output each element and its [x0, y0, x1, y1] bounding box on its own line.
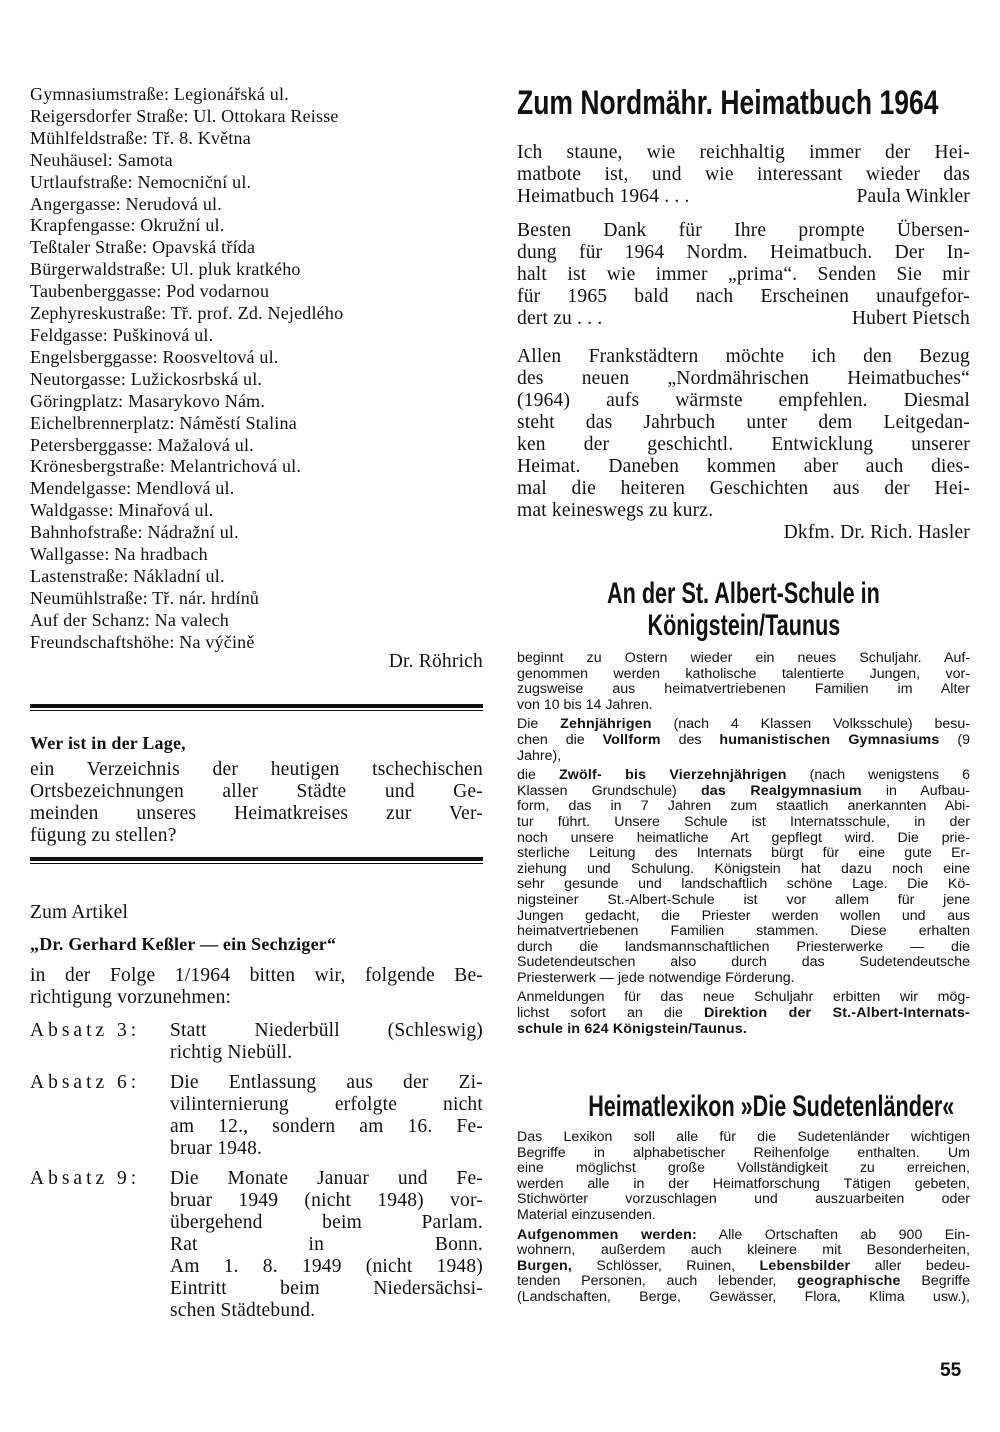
text-line: Taubenberggasse: Pod vodarnou: [30, 281, 270, 302]
text-line: dung für 1964 Nordm. Heimatbuch. Der In-: [517, 242, 970, 263]
text-line: Jahre),: [517, 747, 562, 764]
text-line: Eichelbrennerplatz: Náměstí Stalina: [30, 412, 297, 433]
text-line: eine möglichst große Vollständigkeit zu erreichen,: [517, 1160, 970, 1177]
text-line: schen Städtebund.: [170, 1300, 316, 1321]
text-line: Sudetendeutschen also durch das Sudetendeutsche: [517, 954, 970, 971]
text-line: Zephyreskustraße: Tř. prof. Zd. Nejedlého: [30, 303, 344, 324]
box-text: [30, 759, 483, 847]
text-line: Material einzusenden.: [517, 1206, 656, 1223]
letter-winkler: [517, 142, 970, 208]
correction-text: [170, 1020, 483, 1064]
correction-item: [30, 1168, 483, 1322]
text-line: für 1965 bald nach Erscheinen unaufgefor-: [517, 286, 970, 307]
text-line: Freundschaftshöhe: Na výčině: [30, 631, 255, 652]
signature: Hubert Pietsch: [851, 308, 970, 329]
text-line: übergehend beim Parlam.: [170, 1212, 483, 1233]
text-line: bruar 1949 (nicht 1948) vor-: [170, 1190, 483, 1211]
text-line: noch unsere heimatliche Art gepflegt wird. Die prie-: [517, 829, 970, 846]
corrections: [30, 1020, 483, 1330]
text-line: tur führt. Unsere Schule ist Internatsschule, in der: [517, 813, 970, 830]
text-line: Ortsbezeichnungen aller Städte und Ge-: [30, 781, 483, 802]
text-line: Wallgasse: Na hradbach: [30, 544, 208, 565]
text-line: Neumühlstraße: Tř. nár. hrdínů: [30, 587, 260, 608]
street-list: [30, 84, 483, 654]
text-line: durch die landsmannschaftlichen Priesterwerke — die: [517, 938, 970, 955]
text-line: richtig Niebüll.: [170, 1042, 293, 1063]
correction-label: Absatz 9:: [30, 1168, 141, 1189]
text-line: mat keineswegs zu kurz.: [517, 500, 714, 521]
text-line: Aufgenommen werden: Alle Ortschaften ab 900 Ein-: [517, 1226, 971, 1243]
text-line: Die Entlassung aus der Zi-: [170, 1072, 483, 1093]
text-line: zugsweise aus heimatvertriebenen Familien im Alter: [517, 681, 970, 698]
correction-text: [170, 1072, 483, 1160]
signature: Dkfm. Dr. Rich. Hasler: [783, 522, 970, 543]
letter-pietsch: [517, 220, 970, 330]
text-line: in der Folge 1/1964 bitten wir, folgende Be-: [30, 965, 483, 986]
article-intro: Zum Artikel: [30, 902, 129, 923]
letter-hasler: [517, 346, 970, 544]
text-line: chen die Vollform des humanistischen Gymnasiums (9: [517, 731, 970, 748]
text-line: Die Monate Januar und Fe-: [170, 1168, 483, 1189]
text-line: lichst sofort an die Direktion der St.-Albert-Internats-: [517, 1005, 970, 1022]
heading-line: Heimatlexikon »Die Sudetenländer«: [588, 1090, 955, 1123]
divider: [30, 704, 483, 711]
text-line: Priesterwerk — jede notwendige Förderung.: [517, 969, 795, 986]
text-line: Krapfengasse: Okružní ul.: [30, 215, 225, 236]
text-line: halt ist wie immer „prima“. Senden Sie mir: [517, 264, 970, 285]
text-line: Teßtaler Straße: Opavská třída: [30, 237, 256, 258]
text-line: (1964) aufs wärmste empfehlen. Diesmal: [517, 390, 970, 411]
text-line: heimatvertriebenen Familien stammen. Diese erhalten: [517, 923, 970, 940]
text-line: von 10 bis 14 Jahren.: [517, 696, 653, 713]
text-line: Begriffe in alphabetischer Reihenfolge enthalten. Um: [517, 1144, 970, 1161]
text-line: Allen Frankstädtern möchte ich den Bezug: [517, 346, 970, 367]
text-line: Die Zehnjährigen (nach 4 Klassen Volksschule) besu-: [517, 716, 971, 733]
text-line: Eintritt beim Niedersächsi-: [170, 1278, 483, 1299]
text-line: nigsteiner St.-Albert-Schule ist vor allem für jene: [517, 891, 970, 908]
text-line: werden alle in der Heimatforschung Tätigen gebeten,: [517, 1175, 970, 1192]
page-number: 55: [940, 1360, 962, 1381]
text-line: ein Verzeichnis der heutigen tschechischen: [30, 759, 483, 780]
text-line: wohnern, außerdem auch kleinere mit Besonderheiten,: [517, 1242, 970, 1259]
correction-label: Absatz 3:: [30, 1020, 141, 1041]
text-line: Krönesbergstraße: Melantrichová ul.: [30, 456, 302, 477]
text-line: Göringplatz: Masarykovo Nám.: [30, 390, 266, 411]
text-line: matbote ist, und wie interessant wieder das: [517, 164, 970, 185]
text-line: richtigung vorzunehmen:: [30, 987, 232, 1008]
text-line: genommen werden katholische talentierte Jungen, vor-: [517, 665, 970, 682]
heading-lexikon: [517, 1090, 970, 1124]
text-line: Ich staune, wie reichhaltig immer der Hei-: [517, 142, 970, 163]
text-line: Gymnasiumstraße: Legionářská ul.: [30, 84, 289, 104]
text-line: vilinternierung erfolgte nicht: [170, 1094, 483, 1115]
text-line: Anmeldungen für das neue Schuljahr erbitten wir mög-: [517, 989, 970, 1006]
text-line: Stichwörter vorzuschlagen und auszuarbeiten oder: [517, 1191, 970, 1208]
text-line: ziehung und Schulung. Königstein hat dazu noch eine: [517, 860, 970, 877]
text-line: Rat in Bonn.: [170, 1234, 483, 1255]
signature: Dr. Röhrich: [388, 651, 483, 672]
text-line: Neuhäusel: Samota: [30, 149, 173, 170]
text-line: Reigersdorfer Straße: Ul. Ottokara Reisse: [30, 105, 339, 126]
text-line: ken der geschichtl. Entwicklung unserer: [517, 434, 970, 455]
divider: [30, 857, 483, 864]
box-title: Wer ist in der Lage,: [30, 733, 186, 753]
text-line: Statt Niederbüll (Schleswig): [170, 1020, 483, 1041]
text-line: dert zu . . .: [517, 308, 603, 329]
text-line: Waldgasse: Minařová ul.: [30, 500, 214, 521]
text-line: am 12., sondern am 16. Fe-: [170, 1116, 483, 1137]
correction-item: [30, 1072, 483, 1160]
correction-label: Absatz 6:: [30, 1072, 141, 1093]
text-line: steht das Jahrbuch unter dem Leitgedan-: [517, 412, 970, 433]
correction-text: [170, 1168, 483, 1322]
text-line: sterliche Leitung des Internats bürgt für eine gute Er-: [517, 845, 970, 862]
text-line: beginnt zu Ostern wieder ein neues Schuljahr. Auf-: [517, 650, 970, 666]
lexikon-text: [517, 1130, 970, 1310]
text-line: Burgen, Schlösser, Ruinen, Lebensbilder aller bedeu-: [517, 1257, 970, 1274]
text-line: Lastenstraße: Nákladní ul.: [30, 565, 225, 586]
text-line: mal die heiteren Geschichten aus der Hei-: [517, 478, 970, 499]
text-line: die Zwölf- bis Vierzehnjährigen (nach wenigstens 6: [517, 767, 971, 784]
text-line: bruar 1948.: [170, 1138, 263, 1159]
article-title: „Dr. Gerhard Keßler — ein Sechziger“: [30, 934, 337, 954]
article-text: [30, 965, 483, 1009]
text-line: Mühlfeldstraße: Tř. 8. Května: [30, 127, 251, 148]
heading-line: An der St. Albert-Schule in: [607, 577, 880, 610]
text-line: Heimat. Daneben kommen aber auch dies-: [517, 456, 970, 477]
heading-line: Königstein/Taunus: [647, 609, 840, 642]
text-line: Am 1. 8. 1949 (nicht 1948): [170, 1256, 483, 1277]
text-line: des neuen „Nordmährischen Heimatbuches“: [517, 368, 970, 389]
text-line: tenden Personen, auch lebender, geographische Begriffe: [517, 1273, 970, 1290]
text-line: Klassen Grundschule) das Realgymnasium in Aufbau-: [517, 782, 970, 799]
text-line: Bürgerwaldstraße: Ul. pluk kratkého: [30, 259, 301, 280]
school-text: [517, 651, 970, 1041]
signature: Paula Winkler: [856, 186, 970, 207]
text-line: Engelsberggasse: Roosveltová ul.: [30, 346, 279, 367]
text-line: Bahnhofstraße: Nádražní ul.: [30, 522, 239, 543]
text-line: schule in 624 Königstein/Taunus.: [517, 1020, 748, 1037]
text-line: Das Lexikon soll alle für die Sudetenländer wichtigen: [517, 1129, 970, 1145]
text-line: Auf der Schanz: Na valech: [30, 609, 229, 630]
text-line: Neutorgasse: Lužickosrbská ul.: [30, 368, 263, 389]
text-line: meinden unseres Heimatkreises zur Ver-: [30, 803, 483, 824]
text-line: fügung zu stellen?: [30, 825, 177, 846]
text-line: sehr gesunde und landschaftlich schöne Lage. Die Kö-: [517, 876, 970, 893]
heading-heimatbuch: Zum Nordmähr. Heimatbuch 1964: [517, 84, 939, 122]
text-line: Petersberggasse: Mažalová ul.: [30, 434, 254, 455]
text-line: (Landschaften, Berge, Gewässer, Flora, Klima usw.),: [517, 1288, 970, 1305]
text-line: Urtlaufstraße: Nemocniční ul.: [30, 171, 252, 192]
correction-item: [30, 1020, 483, 1064]
text-line: Heimatbuch 1964 . . .: [517, 186, 690, 207]
text-line: Angergasse: Nerudová ul.: [30, 193, 222, 214]
heading-albert-schule: [517, 578, 970, 642]
text-line: Besten Dank für Ihre prompte Übersen-: [517, 220, 970, 241]
text-line: form, das in 7 Jahren zum staatlich anerkannten Abi-: [517, 798, 970, 815]
text-line: Mendelgasse: Mendlová ul.: [30, 478, 235, 499]
text-line: Jungen gedacht, die Priester werden wollen und aus: [517, 907, 970, 924]
text-line: Feldgasse: Puškinová ul.: [30, 324, 214, 345]
